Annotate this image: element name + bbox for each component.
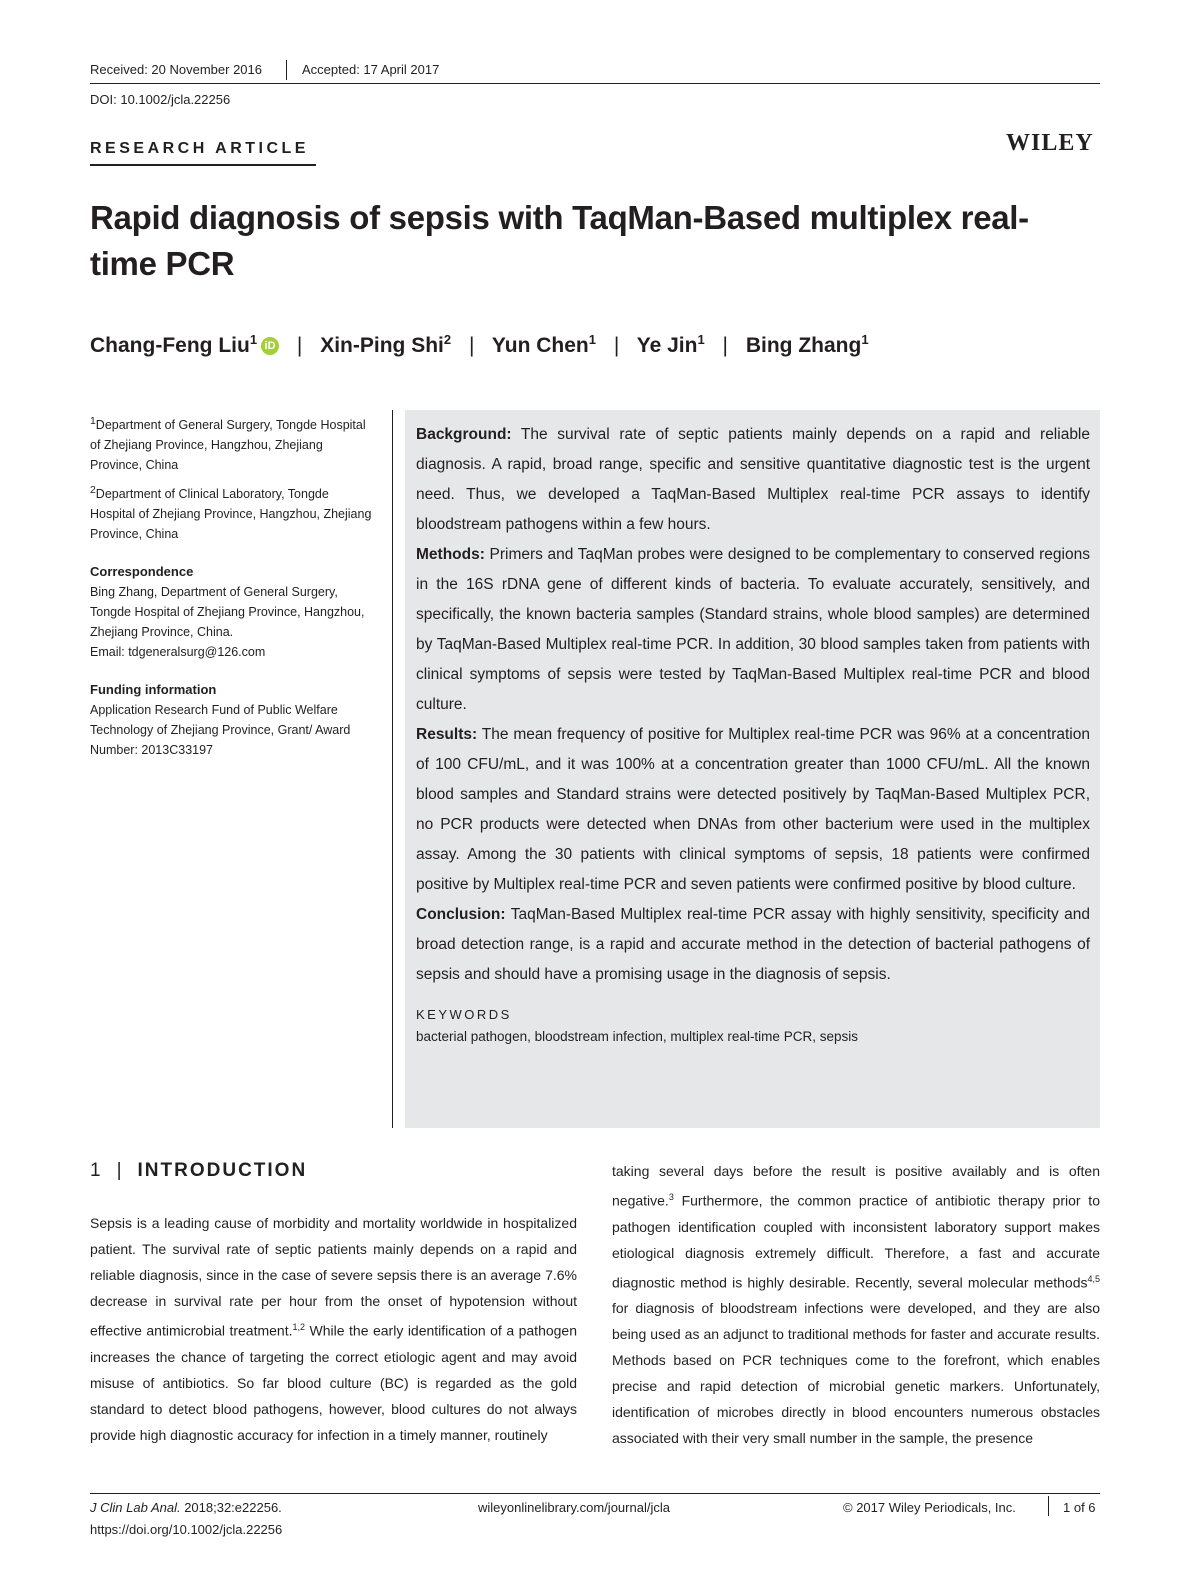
journal-website-link[interactable]: wileyonlinelibrary.com/journal/jcla: [478, 1500, 670, 1515]
page-number: 1 of 6: [1063, 1500, 1096, 1515]
author[interactable]: Ye Jin$^1$: [636, 332, 705, 357]
doi[interactable]: DOI: 10.1002/jcla.22256: [90, 92, 231, 107]
header-divider: [286, 60, 287, 80]
correspondence-email[interactable]: Email: tdgeneralsurg@126.com: [90, 645, 266, 660]
correspondence-heading: Correspondence: [90, 564, 194, 580]
funding-text: Application Research Fund of Public Welfare Technology of Zhejiang Province, Grant/ Award Number: 2013C33197: [90, 703, 351, 758]
keywords-heading: KEYWORDS: [416, 1007, 512, 1022]
author-separator: |: [468, 334, 475, 357]
copyright: © 2017 Wiley Periodicals, Inc.: [843, 1500, 1016, 1515]
header-rule: [90, 83, 1100, 84]
publisher-logo: WILEY: [1006, 130, 1094, 156]
journal-citation: J Clin Lab Anal. 2018;32:e22256.: [90, 1500, 282, 1515]
affiliation-1: $^1$Department of General Surgery, Tongde Hospital of Zhejiang Province, Hangzhou, Zhejiang Province, China: [90, 416, 366, 473]
abstract-results: Results: The mean frequency of positive for Multiplex real-time PCR was 96% at a concentration of 100 CFU/mL, and it was 100% at a concentration greater than 1000 CFU/mL. All the known blood samples and Standard strains were detected positively by TaqMan-Based Multiplex PCR, no PCR products were detected when DNAs from other bacterium were used in the multiplex assay. Among the 30 patients with clinical symptoms of sepsis, 18 patients were confirmed positive by Multiplex real-time PCR and seven patients were confirmed positive by blood culture.: [416, 726, 1090, 893]
keywords: bacterial pathogen, bloodstream infection, multiplex real-time PCR, sepsis: [416, 1029, 858, 1044]
author-separator: |: [296, 334, 303, 357]
intro-paragraph: taking several days before the result is positive availably and is often negative.$^3$ Furthermore, the common practice of antibiotic therapy prior to pathogen identification coupled with inconsistent laboratory support makes etiological diagnosis extremely difficult. Therefore, a fast and accurate diagnostic method is highly desirable. Recently, several molecular methods$^{4,5}$ for diagnosis of bloodstream infections were developed, and they are also being used as an adjunct to traditional methods for faster and accurate results. Methods based on PCR techniques come to the forefront, which enables precise and rapid detection of microbial genetic markers. Unfortunately, identification of microbes directly in blood encounters numerous obstacles associated with their very small number in the sample, the presence: [612, 1163, 1100, 1447]
abstract-conclusion: Conclusion: TaqMan-Based Multiplex real-time PCR assay with highly sensitivity, specificity and broad detection range, is a rapid and accurate method in the detection of bacterial pathogens of sepsis and should have a promising usage in the diagnosis of sepsis.: [416, 906, 1090, 983]
abstract-divider: [392, 410, 393, 1128]
intro-right-column: [612, 1158, 1100, 1451]
received-date: Received: 20 November 2016: [90, 62, 262, 77]
accepted-date: Accepted: 17 April 2017: [302, 62, 440, 77]
author-separator: |: [722, 334, 728, 357]
footer-divider: [1048, 1496, 1049, 1516]
section-heading: 1 | INTRODUCTION: [90, 1160, 308, 1181]
author-list: [90, 332, 869, 358]
article-type-underline: [90, 164, 316, 166]
doi-link[interactable]: https://doi.org/10.1002/jcla.22256: [90, 1522, 283, 1537]
abstract-methods: Methods: Primers and TaqMan probes were designed to be complementary to conserved regions in the 16S rDNA gene of different kinds of bacteria. To evaluate accurately, sensitively, and specifically, the known bacteria samples (Standard strains, whole blood samples) are determined by TaqMan-Based Multiplex real-time PCR. In addition, 30 blood samples taken from patients with clinical symptoms of sepsis were tested by TaqMan-Based Multiplex real-time PCR and blood culture.: [416, 546, 1090, 713]
article-title: Rapid diagnosis of sepsis with TaqMan-Based multiplex real-time PCR: [90, 199, 1029, 282]
intro-paragraph: Sepsis is a leading cause of morbidity and mortality worldwide in hospitalized patient. The survival rate of septic patients mainly depends on a rapid and reliable diagnosis, since in the case of severe sepsis there is an average 7.6% decrease in survival rate per hour from the onset of hypotension without effective antimicrobial treatment.$^{1,2}$ While the early identification of a pathogen increases the chance of targeting the correct etiologic agent and may avoid misuse of antibiotics. So far blood culture (BC) is regarded as the gold standard to detect blood pathogens, however, blood cultures do not always provide high diagnostic accuracy for infection in a timely manner, routinely: [90, 1215, 577, 1443]
correspondence-text: Bing Zhang, Department of General Surgery, Tongde Hospital of Zhejiang Province, Hangzhou, Zhejiang Province, China.: [90, 585, 365, 640]
author[interactable]: Chang-Feng Liu$^1$: [90, 332, 258, 357]
article-type: RESEARCH ARTICLE: [90, 140, 309, 157]
author[interactable]: Xin-Ping Shi$^2$: [320, 332, 452, 357]
author-separator: |: [613, 334, 620, 357]
author[interactable]: Bing Zhang$^1$: [745, 332, 869, 357]
intro-left-column: [90, 1210, 577, 1448]
abstract-background: Background: The survival rate of septic patients mainly depends on a rapid and reliable diagnosis. A rapid, broad range, specific and sensitive quantitative diagnostic test is the urgent need. Thus, we developed a TaqMan-Based Multiplex real-time PCR assays to identify bloodstream pathogens within a few hours.: [416, 426, 1091, 533]
sidebar: [90, 412, 375, 760]
author[interactable]: Yun Chen$^1$: [491, 332, 596, 357]
orcid-icon[interactable]: iD: [261, 337, 279, 355]
funding-heading: Funding information: [90, 682, 217, 698]
footer-rule: [90, 1493, 1100, 1494]
affiliation-2: $^2$Department of Clinical Laboratory, Tongde Hospital of Zhejiang Province, Hangzhou, Zhejiang Province, China: [90, 485, 372, 542]
abstract: [416, 420, 1090, 1048]
